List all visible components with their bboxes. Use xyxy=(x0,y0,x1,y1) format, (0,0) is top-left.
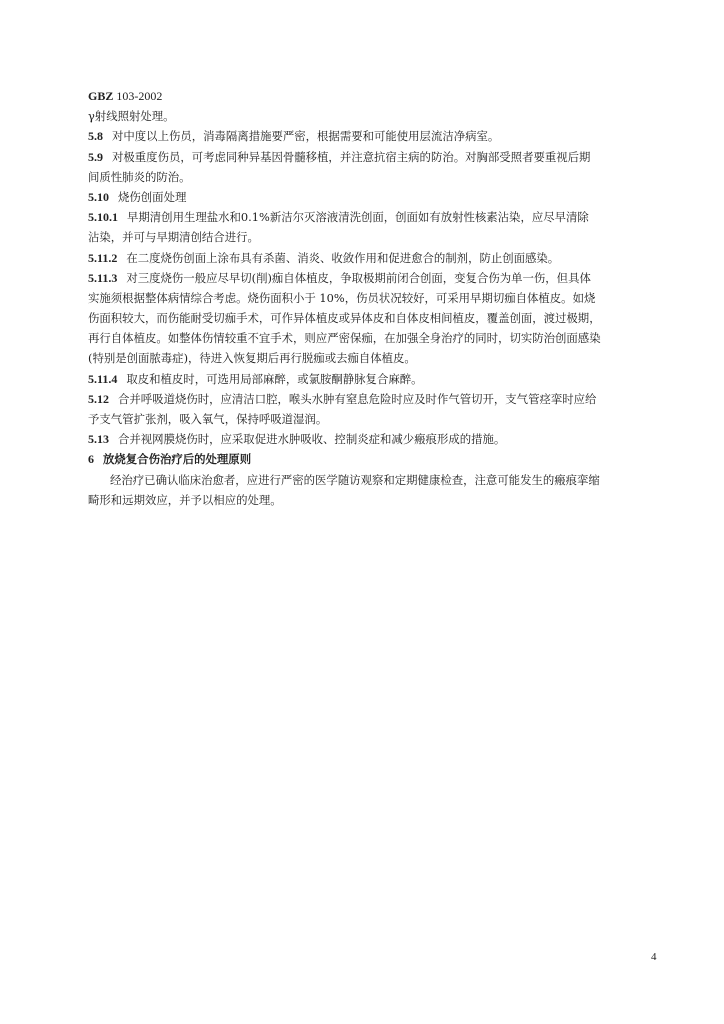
continuation-line xyxy=(88,328,660,348)
clause-text: 再行自体植皮。如整体伤情较重不宜手术，则应严密保痂，在加强全身治疗的同时，切实防治创面感染 xyxy=(88,331,601,346)
continuation-line xyxy=(88,167,660,187)
clause-number: 5.10.1 xyxy=(88,210,118,225)
clause-text: 合并呼吸道烧伤时，应清洁口腔，喉头水肿有窒息危险时应及时作气管切开，支气管痉挛时应给 xyxy=(118,391,597,406)
clause-line xyxy=(88,187,660,207)
section-6-number: 6 xyxy=(88,452,94,467)
clause-text: 予支气管扩张剂，吸入氧气，保持呼吸道湿润。 xyxy=(88,412,328,426)
standard-code-prefix: GBZ xyxy=(88,89,114,103)
continuation-line xyxy=(88,308,660,328)
clause-text: 沾染，并可与早期清创结合进行。 xyxy=(88,230,259,245)
clause-text: 取皮和植皮时，可选用局部麻醉，或氯胺酮静脉复合麻醉。 xyxy=(126,371,423,386)
clause-text: 合并视网膜烧伤时，应采取促进水肿吸收、控制炎症和减少瘢痕形成的措施。 xyxy=(118,432,506,447)
clause-text: 在二度烧伤创面上涂布具有杀菌、消炎、收敛作用和促进愈合的制剂，防止创面感染。 xyxy=(126,250,560,265)
section-6-paragraph-line-1: 经治疗已确认临床治愈者，应进行严密的医学随访观察和定期健康检查，注意可能发生的瘢痕挛缩 xyxy=(110,472,600,487)
clause-number: 5.11.4 xyxy=(88,371,118,386)
page-content xyxy=(88,86,660,510)
continuation-line xyxy=(88,227,660,247)
page-number: 4 xyxy=(651,951,657,963)
section-6-title: 放烧复合伤治疗后的处理原则 xyxy=(103,452,252,467)
clause-number: 5.11.3 xyxy=(88,270,118,285)
clause-text: 早期清创用生理盐水和0.1%新洁尔灭溶液清洗创面，创面如有放射性核素沾染，应尽早清除 xyxy=(127,210,589,225)
clause-text: 对三度烧伤一般应尽早切(削)痂自体植皮，争取极期前闭合创面，变复合伤为单一伤，但具体 xyxy=(126,270,591,285)
section-6-paragraph-line-2: 畸形和远期效应，并予以相应的处理。 xyxy=(88,492,282,507)
clause-line xyxy=(88,369,660,389)
continuation-line xyxy=(88,106,660,126)
clause-line xyxy=(88,126,660,146)
clause-text: (特别是创面脓毒症)，待进入恢复期后再行脱痂或去痂自体植皮。 xyxy=(88,351,416,366)
clause-number: 5.12 xyxy=(88,391,109,406)
clause-line xyxy=(88,248,660,268)
section-6-heading xyxy=(88,449,660,469)
continuation-line xyxy=(88,409,660,429)
clause-line xyxy=(88,389,660,409)
clause-number: 5.11.2 xyxy=(88,250,118,265)
continuation-line xyxy=(88,348,660,368)
standard-code-header xyxy=(88,86,660,106)
clause-line xyxy=(88,429,660,449)
body-lines xyxy=(88,106,660,449)
clause-text: 伤面积较大，而伤能耐受切痂手术，可作异体植皮或异体皮和自体皮相间植皮，覆盖创面，渡过极期， xyxy=(88,311,601,326)
clause-text: 烧伤创面处理 xyxy=(118,189,187,204)
clause-line xyxy=(88,207,660,227)
clause-number: 5.9 xyxy=(88,149,103,164)
clause-number: 5.13 xyxy=(88,432,109,447)
continuation-line xyxy=(88,288,660,308)
clause-text: γ射线照射处理。 xyxy=(88,109,175,124)
clause-number: 5.8 xyxy=(88,129,103,144)
clause-text: 对极重度伤员，可考虑同种异基因骨髓移植，并注意抗宿主病的防治。对胸部受照者要重视后期 xyxy=(112,149,591,164)
clause-line xyxy=(88,147,660,167)
clause-line xyxy=(88,268,660,288)
clause-text: 实施须根据整体病情综合考虑。烧伤面积小于 10%，伤员状况较好，可采用早期切痂自体植皮。如烧 xyxy=(88,290,596,305)
clause-text: 对中度以上伤员，消毒隔离措施要严密，根据需要和可能使用层流洁净病室。 xyxy=(112,129,500,144)
clause-number: 5.10 xyxy=(88,189,109,204)
standard-code-number: 103-2002 xyxy=(113,89,163,103)
clause-text: 间质性肺炎的防治。 xyxy=(88,169,191,184)
